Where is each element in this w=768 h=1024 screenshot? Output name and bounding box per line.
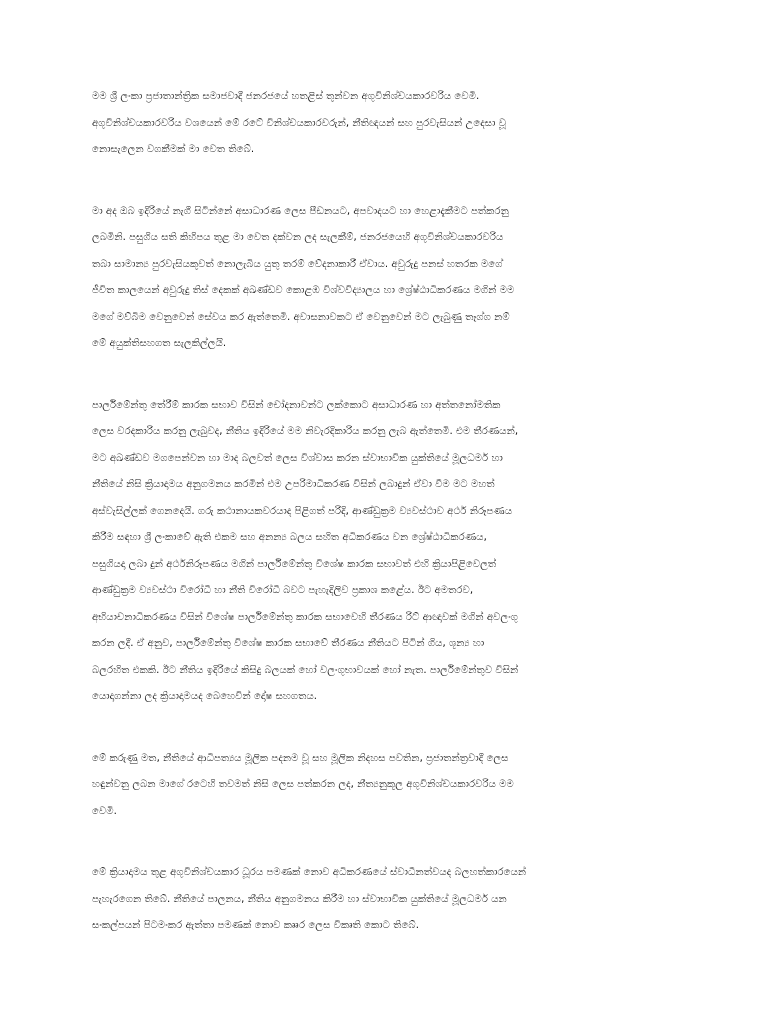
paragraph-3 <box>92 393 668 711</box>
text-line: හඳුන්වනු ලබන මාගේ රටෙහි තවමත් නිසි ලෙස පත්කරන ලද, නීත්‍යනුකූල අගුවිනිශ්චයකාරවරිය මම <box>92 779 514 790</box>
text-line: අස්වැසිල්ලක් ගෙනදෙයි. ගරු කථානායකවරයාද පිළිගත් පරිදි, ආණ්ඩුක්‍රම ව්‍යවස්ථාව අර්ථ නිරූපණය <box>92 505 513 517</box>
text-line: කරන ලදී. ඒ අනුව, පාර්ලිමේන්තු විශේෂ කාරක සභාවේ තීරණය නීතියට පිටින් ගිය, ශූන්‍ය හා <box>92 638 485 649</box>
paragraph-4 <box>92 746 668 826</box>
text-line: පසුගියදා ලබා දුන් අර්ථනිරූපණය මගින් පාර්ලිමේන්තු විශේෂ කාරක සභාවත් එහි ක්‍රියාපිළිවෙලත් <box>92 558 497 570</box>
text-line: මේ අයුක්තිසහගත සැලකිල්ලයි. <box>92 338 227 349</box>
text-line: මේ ක්‍රියාදාමය තුළ අගුවිනිශ්චයකාර ධූරය පමණක් නොව අධිකරණයේ ස්වාධීනත්වයද බලහත්කාරයෙන් <box>92 867 527 878</box>
text-line: මේ කරුණු මත, නීතියේ ආධිපත්‍යය මූලික පදනම වූ සහ මූලික නිදහස පවතින, ප්‍රජාතන්ත්‍රවාදී ලෙස <box>92 752 509 764</box>
paragraph-1 <box>92 84 668 164</box>
text-line: ලෙස වරදකාරිය කරනු ලැබුවද, නීතිය ඉදිරියේ මම නිවැරදිකාරිය කරනු ලැබ ඇත්තෙමි. එම තීරණයන්, <box>92 426 519 437</box>
paragraph-5 <box>92 860 668 940</box>
text-line: යොදාගන්නා ලද ක්‍රියාදාමයද බෙහෙවින් දෝෂ සහගතය. <box>92 691 318 702</box>
text-line: ලබමිනි. පසුගිය සති කිහිපය තුළ මා වෙත දක්වන ලද සැලකීම්, ජනරජයෙහි අගුවිනිශ්චයකාරවරිය <box>92 232 504 243</box>
text-line: සංකල්පයන් පිටමංකර ඇත්තා පමණක් නොව කෲර ලෙස විකෘති කොට තිබේ. <box>92 920 419 931</box>
text-line: අගුවිනිශ්චයකාරවරිය වශයෙන් මේ රටේ විනිශ්චයකාරවරුන්, නීතිඥයන් සහ පුරවැසියන් උදෙසා වූ <box>92 117 507 129</box>
text-line: මම ශ්‍රී ලංකා ප්‍රජාතාන්ත්‍රික සමාජවාදී ජනරජයේ හතළිස් තුන්වන අගුවිනිශ්චයකාරවරිය වෙමි. <box>92 91 480 102</box>
text-line: මට අඛණ්ඩව මගපෙන්වන හා මාද බලවත් ලෙස විශ්වාස කරන ස්වාභාවික යුක්තියේ මූලධර්ම හා <box>92 452 503 464</box>
text-line: මගේ මව්බිම වෙනුවෙන් සේවය කර ඇත්තෙමි. අවාසනාවකට ඒ වෙනුවෙන් මට ලැබුණු තෑග්ග නම් <box>92 311 510 323</box>
text-line: ආණ්ඩුක්‍රම ව්‍යවස්ථා විරෝධී හා නීති විරෝධී බවට පැහැදිලිව ප්‍රකාශ කළේය. ඊට අමතරව, <box>92 585 474 596</box>
text-line: ජීවිත කාලයෙන් අවුරුදු තිස් දෙකක් අඛණ්ඩව කොළඹ විශ්වවිද්‍යාලය හා ශ්‍රේෂ්ඨාධිකරණය මගින් මම <box>92 285 515 296</box>
text-line: මා අද ඔබ ඉදිරියේ නැගී සිටින්නේ අසාධාරණ ලෙස පීඩනයට, අපවාදයට හා හෙළාදැකීමට පත්කරනු <box>92 205 509 217</box>
text-line: පැහැරගෙන තිබේ. නීතියේ පාලනය, නීතිය අනුගමනය කිරීම හා ස්වාභාවික යුක්තියේ මූලධර්ම යන <box>92 893 507 905</box>
text-line: බලරහිත එකකි. ඊට නීතිය ඉදිරියේ කිසිදු බලයක් හෝ වලංගුභාවයක් හෝ නැත. පාර්ලිමේන්තුව විසින් <box>92 664 519 676</box>
text-line: පාර්ලිමේන්තු තේරීම් කාරක සභාව විසින් චෝදනාවන්ට ලක්කොට අසාධාරණ හා අත්තනෝමතික <box>92 399 501 411</box>
paragraph-2 <box>92 199 668 358</box>
text-line: නොසැලෙන වගකීමක් මා වෙත තිබේ. <box>92 144 255 155</box>
text-line: වෙමි. <box>92 805 117 817</box>
text-line: නීතියේ නිසි ක්‍රියාදාමය අනුගමනය කරමින් එම උපරිමාධිකරණ විසින් ලබාදුන් ඒවා වීම මට මහත් <box>92 479 495 490</box>
text-line: තබා සාමාන්‍ය පුරවැසියකුවත් නොලැබිය යුතු තරම් වේදනාකාරී ඒවාය. අවුරුදු පනස් හතරක මගේ <box>92 258 503 270</box>
text-line: අභියාචනාධිකරණය විසින් විශේෂ පාර්ලිමේන්තු කාරක සභාවෙහි තීරණය රිට් ආඥාවක් මගින් අවලංගු <box>92 611 519 623</box>
text-line: කිරීම සඳහා ශ්‍රී ලංකාවේ ඇති එකම සහ අනන්‍ය බලය සහිත අධිකරණය වන ශ්‍රේෂ්ඨාධිකරණය, <box>92 532 487 543</box>
